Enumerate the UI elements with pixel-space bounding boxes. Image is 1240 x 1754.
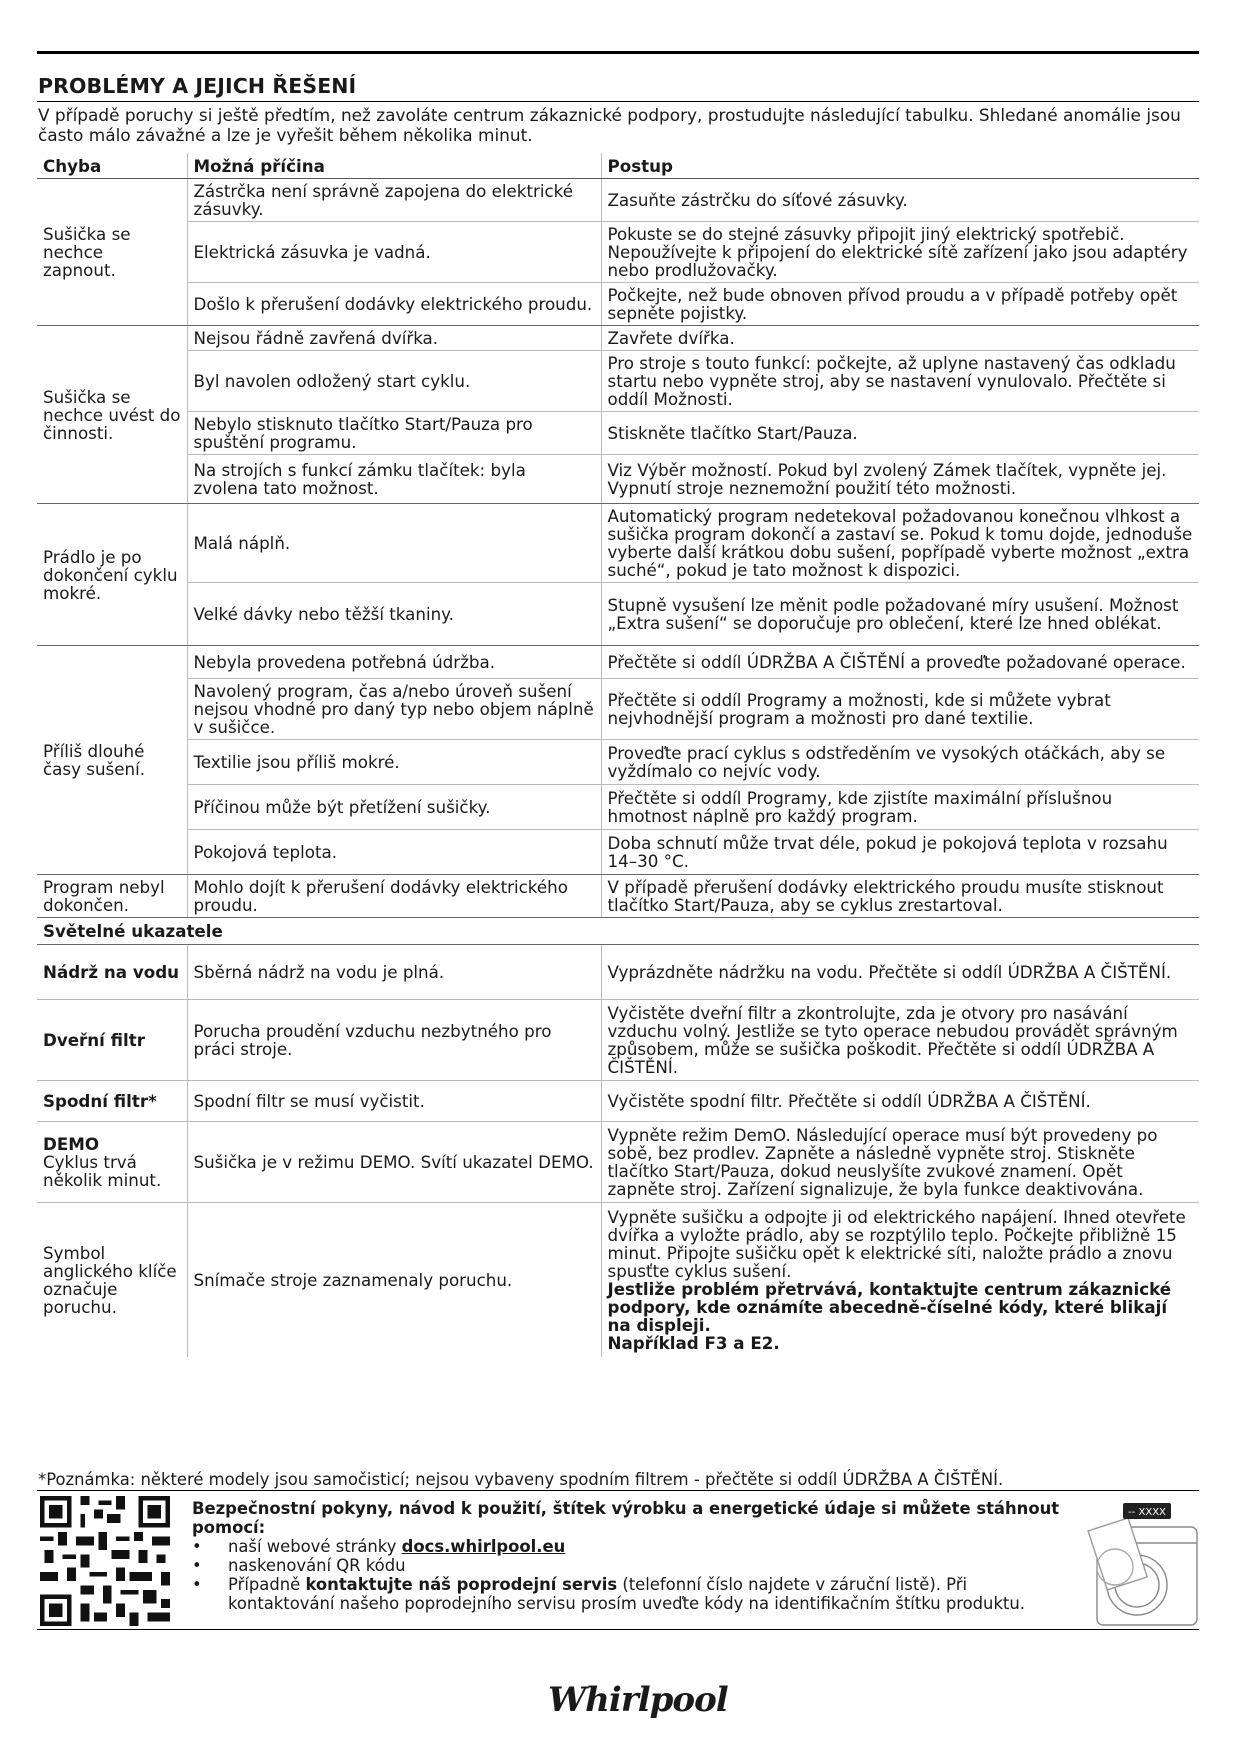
download-info-heading: Bezpečnostní pokyny, návod k použití, štítek výrobku a energetické údaje si můžete stáhnout pomocí: [192, 1499, 1060, 1537]
action-cell: Přečtěte si oddíl Programy, kde zjistíte maximální příslušnou hmotnost náplně pro každý program. [601, 785, 1199, 830]
cause-cell: Porucha proudění vzduchu nezbytného pro práci stroje. [187, 1000, 601, 1081]
indicator-sub: Cyklus trvá několik minut. [43, 1152, 162, 1190]
note-rule [37, 1490, 1199, 1491]
action-cell: Vyčistěte dveřní filtr a zkontrolujte, zda je otvory pro nasávání vzduchu volný. Jestliže se tyto operace nebudou provádět správným způsobem, může se sušička poškodit. Přečtěte si oddíl ÚDRŽBA A ČIŠTĚNÍ. [601, 1000, 1199, 1081]
indicator-name: Symbol anglického klíče označuje poruchu. [43, 1243, 177, 1317]
table-row [37, 455, 1199, 504]
section-heading-row [37, 918, 1199, 945]
cause-cell: Spodní filtr se musí vyčistit. [187, 1081, 601, 1122]
list-item [192, 1575, 1062, 1613]
action-cell [601, 1203, 1199, 1358]
table-row [37, 351, 1199, 412]
fault-cell: Sušička se nechce uvést do činnosti. [37, 326, 187, 504]
list-item-text: (telefonní číslo najdete v záruční listě). Při kontaktování našeho poprodejního servisu prosím uveďte kódy na identifikačním štítku produktu. [228, 1575, 1025, 1613]
action-cell: Stiskněte tlačítko Start/Pauza. [601, 412, 1199, 455]
intro-text: V případě poruchy si ještě předtím, než zavoláte centrum zákaznické podpory, prostudujte následující tabulku. Shledané anomálie jsou často málo závažné a lze je vyřešit během několika minut. [38, 105, 1181, 145]
cause-cell: Sušička je v režimu DEMO. Svítí ukazatel DEMO. [187, 1122, 601, 1203]
list-item-text: naší webové stránky [228, 1537, 402, 1556]
table-row [37, 945, 1199, 1000]
troubleshooting-table [37, 153, 1199, 1357]
cause-cell: Na strojích s funkcí zámku tlačítek: byla zvolena tato možnost. [187, 455, 601, 504]
whirlpool-logo: Whirlpool [548, 1680, 728, 1720]
cause-cell: Nebylo stisknuto tlačítko Start/Pauza pro spuštění programu. [187, 412, 601, 455]
table-row [37, 646, 1199, 679]
action-cell: Přečtěte si oddíl ÚDRŽBA A ČIŠTĚNÍ a proveďte požadované operace. [601, 646, 1199, 679]
indicator-name: Dveřní filtr [37, 1000, 187, 1081]
cause-cell: Velké dávky nebo těžší tkaniny. [187, 583, 601, 646]
table-row [37, 504, 1199, 583]
table-row [37, 222, 1199, 283]
website-link[interactable]: docs.whirlpool.eu [401, 1537, 566, 1556]
cause-cell: Snímače stroje zaznamenaly poruchu. [187, 1203, 601, 1358]
action-cell: Proveďte prací cyklus s odstředěním ve vysokých otáčkách, aby se vyždímalo co nejvíc vody. [601, 740, 1199, 785]
table-row [37, 830, 1199, 875]
action-cell: Zavřete dvířka. [601, 326, 1199, 351]
washing-machine-label-icon [1075, 1497, 1200, 1627]
table-row [37, 1203, 1199, 1358]
action-cell: Zasuňte zástrčku do síťové zásuvky. [601, 179, 1199, 222]
col-header-action: Postup [601, 153, 1199, 179]
table-row [37, 679, 1199, 740]
action-cell: Pro stroje s touto funkcí: počkejte, až uplyne nastavený čas odkladu startu nebo vypněte stroj, aby se nastavení vynulovalo. Přečtěte si oddíl Možnosti. [601, 351, 1199, 412]
cause-cell: Byl navolen odložený start cyklu. [187, 351, 601, 412]
download-info [192, 1499, 1062, 1613]
list-item-bold: kontaktujte náš poprodejní servis [305, 1575, 618, 1594]
cause-cell: Textilie jsou příliš mokré. [187, 740, 601, 785]
action-cell: Vyčistěte spodní filtr. Přečtěte si oddíl ÚDRŽBA A ČIŠTĚNÍ. [601, 1081, 1199, 1122]
indicator-name: Nádrž na vodu [37, 945, 187, 1000]
cause-cell: Došlo k přerušení dodávky elektrického proudu. [187, 283, 601, 326]
table-row [37, 1122, 1199, 1203]
bottom-rule [37, 1629, 1199, 1630]
cause-cell: Mohlo dojít k přerušení dodávky elektrického proudu. [187, 875, 601, 918]
download-info-list [192, 1537, 1062, 1613]
action-bold-example: Například F3 a E2. [607, 1333, 780, 1353]
list-item [192, 1537, 1062, 1556]
cause-cell: Nejsou řádně zavřená dvířka. [187, 326, 601, 351]
table-header-row [37, 153, 1199, 179]
table-row [37, 875, 1199, 918]
table-row [37, 412, 1199, 455]
table-row [37, 1081, 1199, 1122]
page-title: PROBLÉMY A JEJICH ŘEŠENÍ [38, 74, 357, 98]
action-cell: Vyprázdněte nádržku na vodu. Přečtěte si oddíl ÚDRŽBA A ČIŠTĚNÍ. [601, 945, 1199, 1000]
cause-cell: Pokojová teplota. [187, 830, 601, 875]
action-cell: Počkejte, než bude obnoven přívod proudu a v případě potřeby opět sepněte pojistky. [601, 283, 1199, 326]
action-cell: Viz Výběr možností. Pokud byl zvolený Zámek tlačítek, vypněte jej. Vypnutí stroje neznemožní použití této možnosti. [601, 455, 1199, 504]
list-item-text: Případně [228, 1575, 306, 1594]
fault-cell: Sušička se nechce zapnout. [37, 179, 187, 326]
fault-cell: Program nebyl dokončen. [37, 875, 187, 918]
table-row [37, 583, 1199, 646]
cause-cell: Zástrčka není správně zapojena do elektrické zásuvky. [187, 179, 601, 222]
action-cell: Pokuste se do stejné zásuvky připojit jiný elektrický spotřebič. Nepoužívejte k připojení do elektrické sítě zařízení jako jsou adaptéry nebo prodlužovačky. [601, 222, 1199, 283]
cause-cell: Malá náplň. [187, 504, 601, 583]
table-row [37, 326, 1199, 351]
action-cell: Vypněte režim DemO. Následující operace musí být provedeny po sobě, bez prodlev. Zapněte a následně vypněte stroj. Stiskněte tlačítko Start/Pauza, dokud neuslyšíte zvukové znamení. Opět zapněte stroj. Zařízení signalizuje, že byla funkce deaktivována. [601, 1122, 1199, 1203]
action-cell: Automatický program nedetekoval požadovanou konečnou vlhkost a sušička program dokončí a zastaví se. Pokud k tomu dojde, jednoduše vyberte další krátkou dobu sušení, popřípadě vyberte možnost „extra suché“, pokud je tato možnost k dispozici. [601, 504, 1199, 583]
cause-cell: Příčinou může být přetížení sušičky. [187, 785, 601, 830]
cause-cell: Nebyla provedena potřebná údržba. [187, 646, 601, 679]
footnote: *Poznámka: některé modely jsou samočisticí; nejsou vybaveny spodním filtrem - přečtěte si oddíl ÚDRŽBA A ČIŠTĚNÍ. [38, 1470, 1004, 1489]
action-cell: Přečtěte si oddíl Programy a možnosti, kde si můžete vybrat nejvhodnější program a možnosti pro dané textilie. [601, 679, 1199, 740]
action-cell: Stupně vysušení lze měnit podle požadované míry usušení. Možnost „Extra sušení“ se doporučuje pro oblečení, které lze hned oblékat. [601, 583, 1199, 646]
indicator-name: DEMO [43, 1134, 100, 1154]
top-rule [37, 51, 1199, 54]
table-row [37, 179, 1199, 222]
action-bold-text: Jestliže problém přetrvává, kontaktujte centrum zákaznické podpory, kde oznámíte abecedně-číselné kódy, které blikají na displeji. [607, 1279, 1172, 1335]
action-text: Vypněte sušičku a odpojte ji od elektrického napájení. Ihned otevřete dvířka a vyložte prádlo, aby se rozptýlilo teplo. Počkejte přibližně 15 minut. Připojte sušičku opět k elektrické síti, naložte prádlo a znovu spusťte cyklus sušení. [607, 1207, 1186, 1281]
cause-cell: Elektrická zásuvka je vadná. [187, 222, 601, 283]
indicator-name: Spodní filtr* [37, 1081, 187, 1122]
table-row [37, 283, 1199, 326]
table-row [37, 1000, 1199, 1081]
list-item: • naskenování QR kódu [192, 1556, 1062, 1575]
action-cell: V případě přerušení dodávky elektrického proudu musíte stisknout tlačítko Start/Pauza, aby se cyklus zrestartoval. [601, 875, 1199, 918]
cause-cell: Navolený program, čas a/nebo úroveň sušení nejsou vhodné pro daný typ nebo objem náplně v sušičce. [187, 679, 601, 740]
col-header-fault: Chyba [37, 153, 187, 179]
section-heading: Světelné ukazatele [37, 918, 1199, 945]
table-row [37, 740, 1199, 785]
fault-cell: Prádlo je po dokončení cyklu mokré. [37, 504, 187, 646]
cause-cell: Sběrná nádrž na vodu je plná. [187, 945, 601, 1000]
label-code: -- XXXX [1128, 1507, 1166, 1518]
qr-code[interactable] [40, 1496, 170, 1626]
table-row [37, 785, 1199, 830]
col-header-cause: Možná příčina [187, 153, 601, 179]
fault-cell: Příliš dlouhé časy sušení. [37, 646, 187, 875]
title-rule [37, 101, 1199, 102]
action-cell: Doba schnutí může trvat déle, pokud je pokojová teplota v rozsahu 14–30 °C. [601, 830, 1199, 875]
indicator-demo-cell [37, 1122, 187, 1203]
